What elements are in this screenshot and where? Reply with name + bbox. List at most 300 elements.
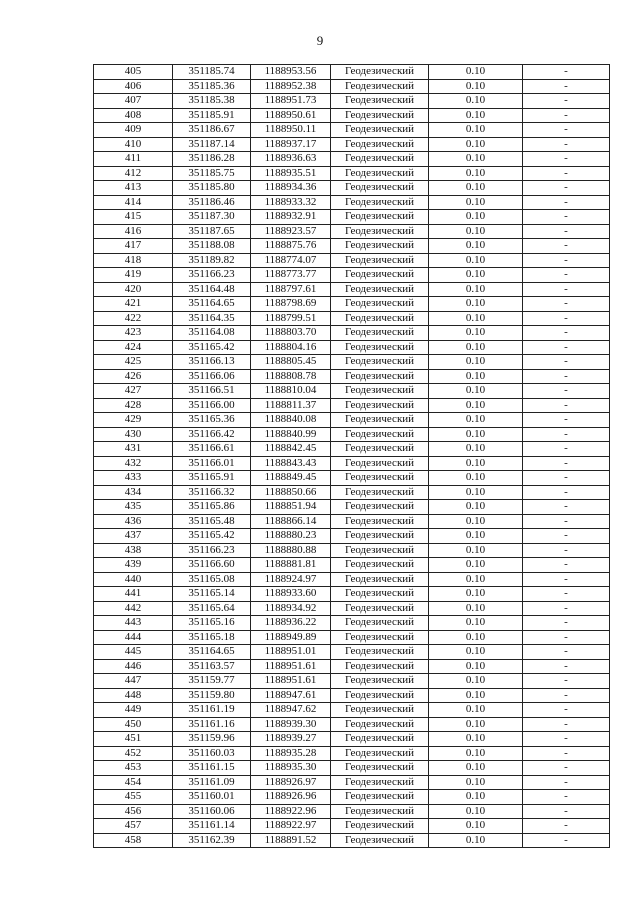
- description-cell: -: [523, 210, 610, 225]
- method-cell: Геодезический: [331, 442, 429, 457]
- x-coordinate-cell: 351159.80: [173, 688, 251, 703]
- method-cell: Геодезический: [331, 166, 429, 181]
- accuracy-cell: 0.10: [429, 587, 523, 602]
- y-coordinate-cell: 1188804.16: [251, 340, 331, 355]
- accuracy-cell: 0.10: [429, 108, 523, 123]
- description-cell: -: [523, 717, 610, 732]
- accuracy-cell: 0.10: [429, 181, 523, 196]
- accuracy-cell: 0.10: [429, 456, 523, 471]
- x-coordinate-cell: 351186.28: [173, 152, 251, 167]
- point-number-cell: 445: [94, 645, 173, 660]
- method-cell: Геодезический: [331, 224, 429, 239]
- method-cell: Геодезический: [331, 369, 429, 384]
- point-number-cell: 406: [94, 79, 173, 94]
- description-cell: -: [523, 819, 610, 834]
- y-coordinate-cell: 1188805.45: [251, 355, 331, 370]
- y-coordinate-cell: 1188866.14: [251, 514, 331, 529]
- accuracy-cell: 0.10: [429, 833, 523, 848]
- accuracy-cell: 0.10: [429, 369, 523, 384]
- y-coordinate-cell: 1188933.60: [251, 587, 331, 602]
- method-cell: Геодезический: [331, 471, 429, 486]
- description-cell: -: [523, 601, 610, 616]
- table-row: [94, 456, 610, 471]
- description-cell: -: [523, 514, 610, 529]
- x-coordinate-cell: 351185.74: [173, 65, 251, 80]
- accuracy-cell: 0.10: [429, 558, 523, 573]
- method-cell: Геодезический: [331, 123, 429, 138]
- table-row: [94, 775, 610, 790]
- method-cell: Геодезический: [331, 340, 429, 355]
- description-cell: -: [523, 166, 610, 181]
- y-coordinate-cell: 1188947.62: [251, 703, 331, 718]
- point-number-cell: 447: [94, 674, 173, 689]
- point-number-cell: 436: [94, 514, 173, 529]
- accuracy-cell: 0.10: [429, 761, 523, 776]
- x-coordinate-cell: 351165.08: [173, 572, 251, 587]
- x-coordinate-cell: 351159.77: [173, 674, 251, 689]
- y-coordinate-cell: 1188950.61: [251, 108, 331, 123]
- method-cell: Геодезический: [331, 717, 429, 732]
- accuracy-cell: 0.10: [429, 775, 523, 790]
- method-cell: Геодезический: [331, 732, 429, 747]
- y-coordinate-cell: 1188774.07: [251, 253, 331, 268]
- y-coordinate-cell: 1188949.89: [251, 630, 331, 645]
- accuracy-cell: 0.10: [429, 688, 523, 703]
- y-coordinate-cell: 1188773.77: [251, 268, 331, 283]
- y-coordinate-cell: 1188923.57: [251, 224, 331, 239]
- point-number-cell: 446: [94, 659, 173, 674]
- y-coordinate-cell: 1188810.04: [251, 384, 331, 399]
- method-cell: Геодезический: [331, 587, 429, 602]
- x-coordinate-cell: 351164.65: [173, 297, 251, 312]
- y-coordinate-cell: 1188935.28: [251, 746, 331, 761]
- x-coordinate-cell: 351164.65: [173, 645, 251, 660]
- x-coordinate-cell: 351166.23: [173, 543, 251, 558]
- y-coordinate-cell: 1188951.73: [251, 94, 331, 109]
- method-cell: Геодезический: [331, 601, 429, 616]
- accuracy-cell: 0.10: [429, 601, 523, 616]
- y-coordinate-cell: 1188935.30: [251, 761, 331, 776]
- y-coordinate-cell: 1188934.36: [251, 181, 331, 196]
- x-coordinate-cell: 351165.91: [173, 471, 251, 486]
- method-cell: Геодезический: [331, 239, 429, 254]
- description-cell: -: [523, 427, 610, 442]
- x-coordinate-cell: 351164.35: [173, 311, 251, 326]
- table-row: [94, 804, 610, 819]
- accuracy-cell: 0.10: [429, 703, 523, 718]
- description-cell: -: [523, 456, 610, 471]
- accuracy-cell: 0.10: [429, 413, 523, 428]
- method-cell: Геодезический: [331, 181, 429, 196]
- method-cell: Геодезический: [331, 703, 429, 718]
- y-coordinate-cell: 1188842.45: [251, 442, 331, 457]
- y-coordinate-cell: 1188936.63: [251, 152, 331, 167]
- accuracy-cell: 0.10: [429, 442, 523, 457]
- method-cell: Геодезический: [331, 268, 429, 283]
- accuracy-cell: 0.10: [429, 297, 523, 312]
- y-coordinate-cell: 1188951.61: [251, 674, 331, 689]
- y-coordinate-cell: 1188850.66: [251, 485, 331, 500]
- description-cell: -: [523, 761, 610, 776]
- y-coordinate-cell: 1188840.99: [251, 427, 331, 442]
- table-row: [94, 239, 610, 254]
- y-coordinate-cell: 1188926.97: [251, 775, 331, 790]
- description-cell: -: [523, 442, 610, 457]
- point-number-cell: 444: [94, 630, 173, 645]
- point-number-cell: 409: [94, 123, 173, 138]
- point-number-cell: 432: [94, 456, 173, 471]
- description-cell: -: [523, 616, 610, 631]
- y-coordinate-cell: 1188950.11: [251, 123, 331, 138]
- x-coordinate-cell: 351166.00: [173, 398, 251, 413]
- description-cell: -: [523, 572, 610, 587]
- point-number-cell: 454: [94, 775, 173, 790]
- x-coordinate-cell: 351165.64: [173, 601, 251, 616]
- x-coordinate-cell: 351187.65: [173, 224, 251, 239]
- point-number-cell: 414: [94, 195, 173, 210]
- y-coordinate-cell: 1188843.43: [251, 456, 331, 471]
- point-number-cell: 410: [94, 137, 173, 152]
- table-row: [94, 558, 610, 573]
- point-number-cell: 448: [94, 688, 173, 703]
- coordinates-table: [93, 64, 610, 848]
- accuracy-cell: 0.10: [429, 572, 523, 587]
- description-cell: -: [523, 746, 610, 761]
- x-coordinate-cell: 351166.61: [173, 442, 251, 457]
- x-coordinate-cell: 351165.14: [173, 587, 251, 602]
- y-coordinate-cell: 1188811.37: [251, 398, 331, 413]
- accuracy-cell: 0.10: [429, 166, 523, 181]
- accuracy-cell: 0.10: [429, 384, 523, 399]
- coordinates-table-body: [94, 65, 610, 848]
- method-cell: Геодезический: [331, 645, 429, 660]
- method-cell: Геодезический: [331, 65, 429, 80]
- accuracy-cell: 0.10: [429, 340, 523, 355]
- x-coordinate-cell: 351165.18: [173, 630, 251, 645]
- point-number-cell: 411: [94, 152, 173, 167]
- accuracy-cell: 0.10: [429, 65, 523, 80]
- point-number-cell: 424: [94, 340, 173, 355]
- y-coordinate-cell: 1188840.08: [251, 413, 331, 428]
- method-cell: Геодезический: [331, 297, 429, 312]
- description-cell: -: [523, 181, 610, 196]
- description-cell: -: [523, 224, 610, 239]
- x-coordinate-cell: 351166.06: [173, 369, 251, 384]
- point-number-cell: 439: [94, 558, 173, 573]
- x-coordinate-cell: 351188.08: [173, 239, 251, 254]
- table-row: [94, 674, 610, 689]
- table-row: [94, 152, 610, 167]
- table-row: [94, 427, 610, 442]
- method-cell: Геодезический: [331, 500, 429, 515]
- table-row: [94, 543, 610, 558]
- y-coordinate-cell: 1188936.22: [251, 616, 331, 631]
- point-number-cell: 413: [94, 181, 173, 196]
- point-number-cell: 423: [94, 326, 173, 341]
- description-cell: -: [523, 471, 610, 486]
- description-cell: -: [523, 297, 610, 312]
- y-coordinate-cell: 1188932.91: [251, 210, 331, 225]
- description-cell: -: [523, 340, 610, 355]
- x-coordinate-cell: 351186.46: [173, 195, 251, 210]
- x-coordinate-cell: 351162.39: [173, 833, 251, 848]
- description-cell: -: [523, 645, 610, 660]
- method-cell: Геодезический: [331, 659, 429, 674]
- accuracy-cell: 0.10: [429, 123, 523, 138]
- method-cell: Геодезический: [331, 514, 429, 529]
- accuracy-cell: 0.10: [429, 311, 523, 326]
- table-row: [94, 108, 610, 123]
- method-cell: Геодезический: [331, 398, 429, 413]
- point-number-cell: 407: [94, 94, 173, 109]
- description-cell: -: [523, 355, 610, 370]
- accuracy-cell: 0.10: [429, 224, 523, 239]
- method-cell: Геодезический: [331, 558, 429, 573]
- accuracy-cell: 0.10: [429, 210, 523, 225]
- description-cell: -: [523, 137, 610, 152]
- y-coordinate-cell: 1188939.27: [251, 732, 331, 747]
- y-coordinate-cell: 1188924.97: [251, 572, 331, 587]
- x-coordinate-cell: 351160.06: [173, 804, 251, 819]
- x-coordinate-cell: 351161.19: [173, 703, 251, 718]
- method-cell: Геодезический: [331, 79, 429, 94]
- table-row: [94, 369, 610, 384]
- accuracy-cell: 0.10: [429, 94, 523, 109]
- table-row: [94, 282, 610, 297]
- description-cell: -: [523, 587, 610, 602]
- accuracy-cell: 0.10: [429, 152, 523, 167]
- method-cell: Геодезический: [331, 253, 429, 268]
- description-cell: -: [523, 529, 610, 544]
- description-cell: -: [523, 326, 610, 341]
- description-cell: -: [523, 195, 610, 210]
- table-row: [94, 659, 610, 674]
- y-coordinate-cell: 1188947.61: [251, 688, 331, 703]
- method-cell: Геодезический: [331, 543, 429, 558]
- method-cell: Геодезический: [331, 674, 429, 689]
- description-cell: -: [523, 630, 610, 645]
- point-number-cell: 421: [94, 297, 173, 312]
- x-coordinate-cell: 351165.42: [173, 340, 251, 355]
- table-row: [94, 340, 610, 355]
- table-row: [94, 297, 610, 312]
- table-row: [94, 210, 610, 225]
- description-cell: -: [523, 543, 610, 558]
- point-number-cell: 452: [94, 746, 173, 761]
- y-coordinate-cell: 1188798.69: [251, 297, 331, 312]
- table-row: [94, 732, 610, 747]
- method-cell: Геодезический: [331, 94, 429, 109]
- x-coordinate-cell: 351166.01: [173, 456, 251, 471]
- accuracy-cell: 0.10: [429, 717, 523, 732]
- description-cell: -: [523, 369, 610, 384]
- x-coordinate-cell: 351166.23: [173, 268, 251, 283]
- x-coordinate-cell: 351165.86: [173, 500, 251, 515]
- y-coordinate-cell: 1188808.78: [251, 369, 331, 384]
- table-row: [94, 79, 610, 94]
- accuracy-cell: 0.10: [429, 804, 523, 819]
- point-number-cell: 441: [94, 587, 173, 602]
- description-cell: -: [523, 384, 610, 399]
- x-coordinate-cell: 351165.36: [173, 413, 251, 428]
- method-cell: Геодезический: [331, 326, 429, 341]
- x-coordinate-cell: 351160.03: [173, 746, 251, 761]
- point-number-cell: 417: [94, 239, 173, 254]
- table-row: [94, 195, 610, 210]
- accuracy-cell: 0.10: [429, 500, 523, 515]
- y-coordinate-cell: 1188922.97: [251, 819, 331, 834]
- table-row: [94, 384, 610, 399]
- x-coordinate-cell: 351166.13: [173, 355, 251, 370]
- y-coordinate-cell: 1188851.94: [251, 500, 331, 515]
- point-number-cell: 440: [94, 572, 173, 587]
- x-coordinate-cell: 351160.01: [173, 790, 251, 805]
- y-coordinate-cell: 1188953.56: [251, 65, 331, 80]
- x-coordinate-cell: 351166.51: [173, 384, 251, 399]
- method-cell: Геодезический: [331, 616, 429, 631]
- y-coordinate-cell: 1188934.92: [251, 601, 331, 616]
- x-coordinate-cell: 351165.48: [173, 514, 251, 529]
- table-row: [94, 819, 610, 834]
- accuracy-cell: 0.10: [429, 630, 523, 645]
- description-cell: -: [523, 253, 610, 268]
- description-cell: -: [523, 775, 610, 790]
- y-coordinate-cell: 1188952.38: [251, 79, 331, 94]
- point-number-cell: 453: [94, 761, 173, 776]
- method-cell: Геодезический: [331, 413, 429, 428]
- x-coordinate-cell: 351163.57: [173, 659, 251, 674]
- method-cell: Геодезический: [331, 210, 429, 225]
- description-cell: -: [523, 94, 610, 109]
- table-row: [94, 630, 610, 645]
- y-coordinate-cell: 1188935.51: [251, 166, 331, 181]
- accuracy-cell: 0.10: [429, 137, 523, 152]
- point-number-cell: 430: [94, 427, 173, 442]
- point-number-cell: 442: [94, 601, 173, 616]
- method-cell: Геодезический: [331, 688, 429, 703]
- y-coordinate-cell: 1188803.70: [251, 326, 331, 341]
- y-coordinate-cell: 1188875.76: [251, 239, 331, 254]
- method-cell: Геодезический: [331, 427, 429, 442]
- x-coordinate-cell: 351165.42: [173, 529, 251, 544]
- description-cell: -: [523, 413, 610, 428]
- table-row: [94, 137, 610, 152]
- point-number-cell: 427: [94, 384, 173, 399]
- description-cell: -: [523, 152, 610, 167]
- accuracy-cell: 0.10: [429, 398, 523, 413]
- method-cell: Геодезический: [331, 384, 429, 399]
- x-coordinate-cell: 351185.91: [173, 108, 251, 123]
- point-number-cell: 425: [94, 355, 173, 370]
- method-cell: Геодезический: [331, 355, 429, 370]
- x-coordinate-cell: 351161.09: [173, 775, 251, 790]
- method-cell: Геодезический: [331, 529, 429, 544]
- y-coordinate-cell: 1188797.61: [251, 282, 331, 297]
- method-cell: Геодезический: [331, 311, 429, 326]
- x-coordinate-cell: 351166.42: [173, 427, 251, 442]
- page-number: 9: [316, 33, 324, 48]
- y-coordinate-cell: 1188926.96: [251, 790, 331, 805]
- y-coordinate-cell: 1188937.17: [251, 137, 331, 152]
- y-coordinate-cell: 1188880.88: [251, 543, 331, 558]
- point-number-cell: 433: [94, 471, 173, 486]
- x-coordinate-cell: 351186.67: [173, 123, 251, 138]
- accuracy-cell: 0.10: [429, 485, 523, 500]
- y-coordinate-cell: 1188891.52: [251, 833, 331, 848]
- accuracy-cell: 0.10: [429, 427, 523, 442]
- description-cell: -: [523, 688, 610, 703]
- description-cell: -: [523, 804, 610, 819]
- description-cell: -: [523, 833, 610, 848]
- description-cell: -: [523, 790, 610, 805]
- description-cell: -: [523, 123, 610, 138]
- table-row: [94, 166, 610, 181]
- table-row: [94, 601, 610, 616]
- description-cell: -: [523, 239, 610, 254]
- accuracy-cell: 0.10: [429, 471, 523, 486]
- y-coordinate-cell: 1188799.51: [251, 311, 331, 326]
- table-row: [94, 94, 610, 109]
- x-coordinate-cell: 351161.14: [173, 819, 251, 834]
- x-coordinate-cell: 351161.16: [173, 717, 251, 732]
- method-cell: Геодезический: [331, 572, 429, 587]
- point-number-cell: 437: [94, 529, 173, 544]
- point-number-cell: 426: [94, 369, 173, 384]
- method-cell: Геодезический: [331, 790, 429, 805]
- accuracy-cell: 0.10: [429, 79, 523, 94]
- method-cell: Геодезический: [331, 630, 429, 645]
- point-number-cell: 449: [94, 703, 173, 718]
- x-coordinate-cell: 351166.32: [173, 485, 251, 500]
- point-number-cell: 451: [94, 732, 173, 747]
- y-coordinate-cell: 1188951.01: [251, 645, 331, 660]
- point-number-cell: 450: [94, 717, 173, 732]
- x-coordinate-cell: 351189.82: [173, 253, 251, 268]
- accuracy-cell: 0.10: [429, 514, 523, 529]
- x-coordinate-cell: 351165.16: [173, 616, 251, 631]
- point-number-cell: 438: [94, 543, 173, 558]
- table-row: [94, 790, 610, 805]
- method-cell: Геодезический: [331, 137, 429, 152]
- description-cell: -: [523, 282, 610, 297]
- table-row: [94, 326, 610, 341]
- table-row: [94, 123, 610, 138]
- table-row: [94, 268, 610, 283]
- table-row: [94, 398, 610, 413]
- point-number-cell: 415: [94, 210, 173, 225]
- description-cell: -: [523, 558, 610, 573]
- table-row: [94, 529, 610, 544]
- method-cell: Геодезический: [331, 775, 429, 790]
- accuracy-cell: 0.10: [429, 616, 523, 631]
- description-cell: -: [523, 732, 610, 747]
- x-coordinate-cell: 351166.60: [173, 558, 251, 573]
- y-coordinate-cell: 1188951.61: [251, 659, 331, 674]
- table-row: [94, 65, 610, 80]
- method-cell: Геодезический: [331, 108, 429, 123]
- table-row: [94, 355, 610, 370]
- description-cell: -: [523, 268, 610, 283]
- description-cell: -: [523, 398, 610, 413]
- table-row: [94, 442, 610, 457]
- point-number-cell: 416: [94, 224, 173, 239]
- x-coordinate-cell: 351164.48: [173, 282, 251, 297]
- x-coordinate-cell: 351185.38: [173, 94, 251, 109]
- accuracy-cell: 0.10: [429, 355, 523, 370]
- accuracy-cell: 0.10: [429, 326, 523, 341]
- point-number-cell: 455: [94, 790, 173, 805]
- table-row: [94, 703, 610, 718]
